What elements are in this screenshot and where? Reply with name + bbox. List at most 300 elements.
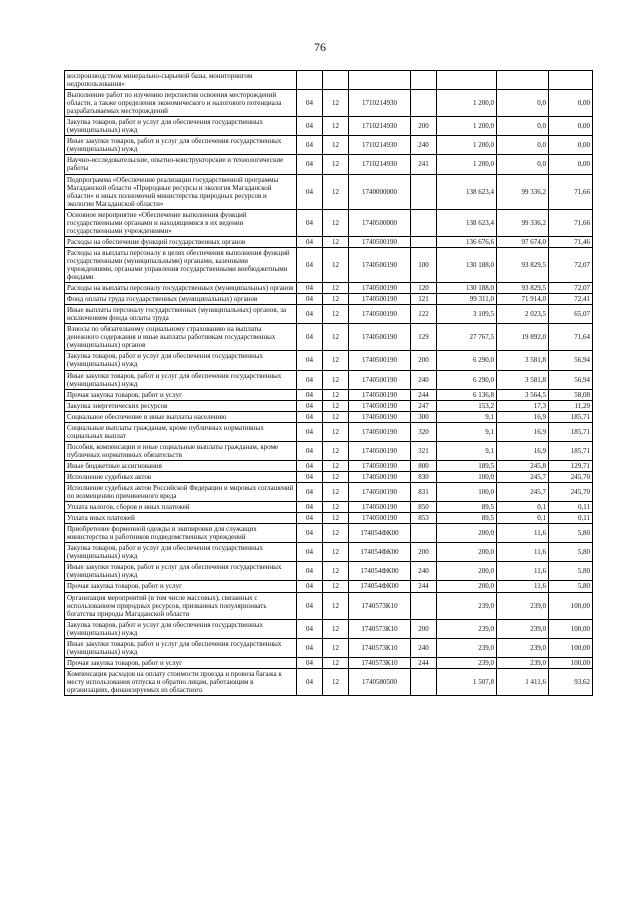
target-article-cell: 1740500190 [349, 324, 411, 351]
section-code-cell: 04 [297, 236, 323, 247]
table-row [65, 524, 593, 543]
target-article-cell: 1740500190 [349, 471, 411, 482]
plan-amount-cell: 189,5 [437, 460, 497, 471]
target-article-cell: 174054ФК00 [349, 543, 411, 562]
section-code-cell: 04 [297, 400, 323, 411]
expense-type-cell [411, 209, 437, 236]
table-row [65, 668, 593, 695]
table-row [65, 389, 593, 400]
executed-amount-cell: 11,6 [497, 562, 549, 581]
plan-amount-cell: 3 109,5 [437, 305, 497, 324]
target-article-cell: 1740500190 [349, 400, 411, 411]
expense-type-cell: 129 [411, 324, 437, 351]
target-article-cell: 1740500190 [349, 513, 411, 524]
executed-amount-cell: 71 914,0 [497, 294, 549, 305]
plan-amount-cell: 153,2 [437, 400, 497, 411]
subsection-code-cell: 12 [323, 657, 349, 668]
subsection-code-cell: 12 [323, 471, 349, 482]
target-article-cell: 1740580500 [349, 668, 411, 695]
row-name-cell: Иные закупки товаров, работ и услуг для обеспечения государственных (муниципальных) нужд [65, 370, 297, 389]
target-article-cell: 174054ФК00 [349, 524, 411, 543]
target-article-cell: 1710214930 [349, 155, 411, 174]
row-name-cell: Иные бюджетные ассигнования [65, 460, 297, 471]
plan-amount-cell: 239,0 [437, 638, 497, 657]
executed-amount-cell: 17,3 [497, 400, 549, 411]
table-row [65, 370, 593, 389]
table-row [65, 283, 593, 294]
execution-percent-cell: 72,41 [549, 294, 593, 305]
subsection-code-cell: 12 [323, 502, 349, 513]
expense-type-cell: 240 [411, 638, 437, 657]
section-code-cell: 04 [297, 174, 323, 209]
plan-amount-cell: 99 311,0 [437, 294, 497, 305]
section-code-cell: 04 [297, 581, 323, 592]
section-code-cell: 04 [297, 513, 323, 524]
execution-percent-cell: 0,00 [549, 90, 593, 117]
execution-percent-cell: 56,94 [549, 351, 593, 370]
row-name-cell: Приобретение форменной одежды и экипировки для служащих министерства и работников подведомственных учреждений [65, 524, 297, 543]
expense-type-cell: 121 [411, 294, 437, 305]
row-name-cell: Пособия, компенсации и иные социальные выплаты гражданам, кроме публичных нормативных обязательств [65, 441, 297, 460]
target-article-cell: 174054ФК00 [349, 562, 411, 581]
section-code-cell: 04 [297, 117, 323, 136]
section-code-cell: 04 [297, 592, 323, 619]
expense-type-cell: 122 [411, 305, 437, 324]
plan-amount-cell: 1 200,0 [437, 136, 497, 155]
execution-percent-cell: 71,66 [549, 174, 593, 209]
table-row [65, 90, 593, 117]
subsection-code-cell: 12 [323, 351, 349, 370]
executed-amount-cell: 0,1 [497, 502, 549, 513]
execution-percent-cell: 185,71 [549, 441, 593, 460]
section-code-cell: 04 [297, 524, 323, 543]
subsection-code-cell: 12 [323, 136, 349, 155]
expense-type-cell: 320 [411, 422, 437, 441]
row-name-cell: Организация мероприятий (в том числе массовых), связанных с использованием природных ресурсов, призванных популяризовать богатства природы Магаданской области [65, 592, 297, 619]
execution-percent-cell: 245,70 [549, 483, 593, 502]
expense-type-cell: 120 [411, 283, 437, 294]
executed-amount-cell: 0,0 [497, 117, 549, 136]
plan-amount-cell: 1 200,0 [437, 117, 497, 136]
section-code-cell: 04 [297, 619, 323, 638]
table-row [65, 422, 593, 441]
row-name-cell: Прочая закупка товаров, работ и услуг [65, 581, 297, 592]
target-article-cell: 1740500190 [349, 389, 411, 400]
table-row [65, 236, 593, 247]
plan-amount-cell: 239,0 [437, 657, 497, 668]
target-article-cell: 1740573К10 [349, 638, 411, 657]
target-article-cell: 1740500190 [349, 236, 411, 247]
row-name-cell: Иные выплаты персоналу государственных (муниципальных) органов, за исключением фонда оплаты труда [65, 305, 297, 324]
executed-amount-cell: 239,0 [497, 657, 549, 668]
plan-amount-cell: 136 676,6 [437, 236, 497, 247]
plan-amount-cell: 9,1 [437, 422, 497, 441]
section-code-cell: 04 [297, 389, 323, 400]
row-name-cell: Социальное обеспечение и иные выплаты населению [65, 411, 297, 422]
execution-percent-cell: 71,46 [549, 236, 593, 247]
row-name-cell: Исполнение судебных актов [65, 471, 297, 482]
table-row [65, 209, 593, 236]
executed-amount-cell: 93 829,5 [497, 283, 549, 294]
section-code-cell: 04 [297, 657, 323, 668]
executed-amount-cell: 239,0 [497, 619, 549, 638]
table-row [65, 513, 593, 524]
target-article-cell: 1740500190 [349, 441, 411, 460]
row-name-cell: Иные закупки товаров, работ и услуг для обеспечения государственных (муниципальных) нужд [65, 136, 297, 155]
subsection-code-cell: 12 [323, 562, 349, 581]
executed-amount-cell [497, 71, 549, 90]
execution-percent-cell: 71,64 [549, 324, 593, 351]
section-code-cell: 04 [297, 305, 323, 324]
row-name-cell: Выполнение работ по изучению перспектив освоения месторождений области, а также определения экономического и налогового потенциала разрабатываемых месторождений [65, 90, 297, 117]
subsection-code-cell: 12 [323, 592, 349, 619]
target-article-cell: 1710214930 [349, 136, 411, 155]
plan-amount-cell: 100,0 [437, 483, 497, 502]
expense-type-cell: 321 [411, 441, 437, 460]
plan-amount-cell: 6 290,0 [437, 370, 497, 389]
subsection-code-cell: 12 [323, 370, 349, 389]
plan-amount-cell: 200,0 [437, 562, 497, 581]
expense-type-cell: 240 [411, 370, 437, 389]
target-article-cell: 1740500190 [349, 422, 411, 441]
table-row [65, 247, 593, 282]
executed-amount-cell: 3 581,8 [497, 370, 549, 389]
section-code-cell: 04 [297, 422, 323, 441]
section-code-cell: 04 [297, 136, 323, 155]
plan-amount-cell: 6 136,8 [437, 389, 497, 400]
subsection-code-cell: 12 [323, 90, 349, 117]
executed-amount-cell: 16,9 [497, 411, 549, 422]
plan-amount-cell: 6 290,0 [437, 351, 497, 370]
subsection-code-cell: 12 [323, 389, 349, 400]
executed-amount-cell: 3 564,5 [497, 389, 549, 400]
target-article-cell: 1740500000 [349, 209, 411, 236]
table-row [65, 460, 593, 471]
expense-type-cell: 300 [411, 411, 437, 422]
section-code-cell: 04 [297, 324, 323, 351]
section-code-cell: 04 [297, 471, 323, 482]
plan-amount-cell: 200,0 [437, 524, 497, 543]
table-row [65, 592, 593, 619]
subsection-code-cell: 12 [323, 117, 349, 136]
expense-type-cell: 200 [411, 351, 437, 370]
row-name-cell: Закупка товаров, работ и услуг для обеспечения государственных (муниципальных) нужд [65, 619, 297, 638]
subsection-code-cell: 12 [323, 209, 349, 236]
section-code-cell: 04 [297, 483, 323, 502]
expense-type-cell: 853 [411, 513, 437, 524]
page-number: 76 [314, 40, 326, 54]
target-article-cell [349, 71, 411, 90]
plan-amount-cell: 138 623,4 [437, 209, 497, 236]
subsection-code-cell: 12 [323, 668, 349, 695]
expense-type-cell: 244 [411, 581, 437, 592]
row-name-cell: Научно-исследовательские, опытно-конструкторские и технологические работы [65, 155, 297, 174]
section-code-cell: 04 [297, 155, 323, 174]
executed-amount-cell: 2 023,5 [497, 305, 549, 324]
table-row [65, 400, 593, 411]
section-code-cell [297, 71, 323, 90]
expense-type-cell [411, 71, 437, 90]
execution-percent-cell: 100,00 [549, 619, 593, 638]
execution-percent-cell: 245,70 [549, 471, 593, 482]
target-article-cell: 1740573К10 [349, 657, 411, 668]
expense-type-cell: 830 [411, 471, 437, 482]
execution-percent-cell: 0,00 [549, 155, 593, 174]
executed-amount-cell: 97 674,0 [497, 236, 549, 247]
expense-type-cell [411, 236, 437, 247]
execution-percent-cell: 0,11 [549, 502, 593, 513]
expense-type-cell: 241 [411, 155, 437, 174]
section-code-cell: 04 [297, 294, 323, 305]
execution-percent-cell: 185,71 [549, 422, 593, 441]
executed-amount-cell: 0,0 [497, 136, 549, 155]
executed-amount-cell: 0,1 [497, 513, 549, 524]
table-row [65, 155, 593, 174]
subsection-code-cell: 12 [323, 400, 349, 411]
section-code-cell: 04 [297, 283, 323, 294]
subsection-code-cell: 12 [323, 513, 349, 524]
row-name-cell: Уплата налогов, сборов и иных платежей [65, 502, 297, 513]
expense-type-cell: 247 [411, 400, 437, 411]
target-article-cell: 1740500190 [349, 370, 411, 389]
table-row [65, 502, 593, 513]
table-row [65, 411, 593, 422]
table-row [65, 619, 593, 638]
executed-amount-cell: 93 829,5 [497, 247, 549, 282]
target-article-cell: 1740500190 [349, 283, 411, 294]
section-code-cell: 04 [297, 543, 323, 562]
subsection-code-cell: 12 [323, 543, 349, 562]
section-code-cell: 04 [297, 351, 323, 370]
row-name-cell: Взносы по обязательному социальному страхованию на выплаты денежного содержания и иные выплаты работникам государственных (муниципальных) органов [65, 324, 297, 351]
row-name-cell: Фонд оплаты труда государственных (муниципальных) органов [65, 294, 297, 305]
section-code-cell: 04 [297, 209, 323, 236]
target-article-cell: 1740573К10 [349, 592, 411, 619]
table-row [65, 174, 593, 209]
target-article-cell: 1740500190 [349, 460, 411, 471]
plan-amount-cell: 130 188,0 [437, 247, 497, 282]
subsection-code-cell: 12 [323, 236, 349, 247]
table-row [65, 305, 593, 324]
executed-amount-cell: 239,0 [497, 592, 549, 619]
row-name-cell: Компенсация расходов на оплату стоимости проезда и провоза багажа к месту использования отпуска и обратно лицам, работающим в организациях, финансируемых из областного [65, 668, 297, 695]
target-article-cell: 1710214930 [349, 117, 411, 136]
executed-amount-cell: 245,8 [497, 460, 549, 471]
table-row [65, 71, 593, 90]
subsection-code-cell: 12 [323, 283, 349, 294]
budget-table-body [65, 71, 593, 696]
expense-type-cell [411, 90, 437, 117]
target-article-cell: 174054ФК00 [349, 581, 411, 592]
row-name-cell: Закупка товаров, работ и услуг для обеспечения государственных (муниципальных) нужд [65, 117, 297, 136]
executed-amount-cell: 0,0 [497, 155, 549, 174]
execution-percent-cell: 100,00 [549, 638, 593, 657]
execution-percent-cell: 129,71 [549, 460, 593, 471]
table-row [65, 117, 593, 136]
execution-percent-cell: 58,08 [549, 389, 593, 400]
execution-percent-cell: 72,07 [549, 283, 593, 294]
row-name-cell: Подпрограмма «Обеспечение реализации государственной программы Магаданской области «Природные ресурсы и экология Магаданской области» и иных полномочий министерства природных ресурсов и экологии Магаданской области» [65, 174, 297, 209]
executed-amount-cell: 0,0 [497, 90, 549, 117]
plan-amount-cell: 1 507,8 [437, 668, 497, 695]
target-article-cell: 1740500190 [349, 305, 411, 324]
executed-amount-cell: 11,6 [497, 524, 549, 543]
executed-amount-cell: 1 411,6 [497, 668, 549, 695]
expense-type-cell: 831 [411, 483, 437, 502]
plan-amount-cell: 9,1 [437, 411, 497, 422]
executed-amount-cell: 11,6 [497, 543, 549, 562]
table-row [65, 294, 593, 305]
execution-percent-cell: 185,71 [549, 411, 593, 422]
subsection-code-cell: 12 [323, 411, 349, 422]
subsection-code-cell: 12 [323, 422, 349, 441]
subsection-code-cell: 12 [323, 324, 349, 351]
plan-amount-cell: 100,0 [437, 471, 497, 482]
section-code-cell: 04 [297, 638, 323, 657]
plan-amount-cell: 1 200,0 [437, 90, 497, 117]
execution-percent-cell [549, 71, 593, 90]
section-code-cell: 04 [297, 460, 323, 471]
row-name-cell: Закупка товаров, работ и услуг для обеспечения государственных (муниципальных) нужд [65, 351, 297, 370]
subsection-code-cell: 12 [323, 638, 349, 657]
target-article-cell: 1740500190 [349, 351, 411, 370]
row-name-cell: Социальные выплаты гражданам, кроме публичных нормативных социальных выплат [65, 422, 297, 441]
subsection-code-cell [323, 71, 349, 90]
table-row [65, 471, 593, 482]
plan-amount-cell: 138 623,4 [437, 174, 497, 209]
plan-amount-cell: 200,0 [437, 543, 497, 562]
expense-type-cell [411, 592, 437, 619]
row-name-cell: Расходы на обеспечение функций государственных органов [65, 236, 297, 247]
row-name-cell: Прочая закупка товаров, работ и услуг [65, 657, 297, 668]
executed-amount-cell: 11,6 [497, 581, 549, 592]
subsection-code-cell: 12 [323, 441, 349, 460]
target-article-cell: 1710214930 [349, 90, 411, 117]
table-row [65, 483, 593, 502]
table-row [65, 657, 593, 668]
row-name-cell: Исполнение судебных актов Российской Федерации и мировых соглашений по возмещению причиненного вреда [65, 483, 297, 502]
plan-amount-cell: 89,5 [437, 513, 497, 524]
execution-percent-cell: 5,80 [549, 524, 593, 543]
budget-table [64, 70, 593, 696]
table-row [65, 543, 593, 562]
expense-type-cell [411, 524, 437, 543]
plan-amount-cell: 9,1 [437, 441, 497, 460]
subsection-code-cell: 12 [323, 294, 349, 305]
executed-amount-cell: 99 336,2 [497, 174, 549, 209]
table-row [65, 581, 593, 592]
expense-type-cell: 200 [411, 117, 437, 136]
execution-percent-cell: 0,00 [549, 136, 593, 155]
target-article-cell: 1740000000 [349, 174, 411, 209]
section-code-cell: 04 [297, 247, 323, 282]
plan-amount-cell: 89,5 [437, 502, 497, 513]
target-article-cell: 1740500190 [349, 294, 411, 305]
expense-type-cell [411, 668, 437, 695]
executed-amount-cell: 3 581,8 [497, 351, 549, 370]
expense-type-cell [411, 174, 437, 209]
row-name-cell: Иные закупки товаров, работ и услуг для обеспечения государственных (муниципальных) нужд [65, 562, 297, 581]
target-article-cell: 1740500190 [349, 502, 411, 513]
execution-percent-cell: 93,62 [549, 668, 593, 695]
executed-amount-cell: 239,0 [497, 638, 549, 657]
expense-type-cell: 244 [411, 657, 437, 668]
execution-percent-cell: 5,80 [549, 562, 593, 581]
table-row [65, 441, 593, 460]
execution-percent-cell: 0,11 [549, 513, 593, 524]
row-name-cell: Закупка энергетических ресурсов [65, 400, 297, 411]
execution-percent-cell: 56,94 [549, 370, 593, 389]
section-code-cell: 04 [297, 502, 323, 513]
executed-amount-cell: 19 892,0 [497, 324, 549, 351]
section-code-cell: 04 [297, 90, 323, 117]
executed-amount-cell: 99 336,2 [497, 209, 549, 236]
plan-amount-cell: 239,0 [437, 619, 497, 638]
section-code-cell: 04 [297, 441, 323, 460]
execution-percent-cell: 100,00 [549, 592, 593, 619]
section-code-cell: 04 [297, 411, 323, 422]
expense-type-cell: 200 [411, 619, 437, 638]
row-name-cell: Расходы на выплаты персоналу государственных (муниципальных) органов [65, 283, 297, 294]
table-row [65, 638, 593, 657]
execution-percent-cell: 5,80 [549, 543, 593, 562]
plan-amount-cell: 239,0 [437, 592, 497, 619]
table-row [65, 136, 593, 155]
expense-type-cell: 240 [411, 136, 437, 155]
row-name-cell: Иные закупки товаров, работ и услуг для обеспечения государственных (муниципальных) нужд [65, 638, 297, 657]
row-name-cell: Прочая закупка товаров, работ и услуг [65, 389, 297, 400]
subsection-code-cell: 12 [323, 581, 349, 592]
target-article-cell: 1740500190 [349, 411, 411, 422]
execution-percent-cell: 0,00 [549, 117, 593, 136]
row-name-cell: воспроизводством минерально-сырьевой базы, мониторингом недропользования» [65, 71, 297, 90]
subsection-code-cell: 12 [323, 155, 349, 174]
expense-type-cell: 200 [411, 543, 437, 562]
expense-type-cell: 240 [411, 562, 437, 581]
execution-percent-cell: 71,66 [549, 209, 593, 236]
table-row [65, 562, 593, 581]
section-code-cell: 04 [297, 562, 323, 581]
execution-percent-cell: 72,07 [549, 247, 593, 282]
target-article-cell: 1740573К10 [349, 619, 411, 638]
table-row [65, 351, 593, 370]
plan-amount-cell: 27 767,5 [437, 324, 497, 351]
subsection-code-cell: 12 [323, 460, 349, 471]
expense-type-cell: 800 [411, 460, 437, 471]
plan-amount-cell [437, 71, 497, 90]
row-name-cell: Основное мероприятие «Обеспечение выполнения функций государственными органами и находящимися в их ведении государственными учреждениями» [65, 209, 297, 236]
execution-percent-cell: 100,00 [549, 657, 593, 668]
subsection-code-cell: 12 [323, 174, 349, 209]
plan-amount-cell: 1 200,0 [437, 155, 497, 174]
executed-amount-cell: 245,7 [497, 483, 549, 502]
target-article-cell: 1740500190 [349, 483, 411, 502]
execution-percent-cell: 11,29 [549, 400, 593, 411]
row-name-cell: Уплата иных платежей [65, 513, 297, 524]
subsection-code-cell: 12 [323, 483, 349, 502]
execution-percent-cell: 5,80 [549, 581, 593, 592]
subsection-code-cell: 12 [323, 619, 349, 638]
subsection-code-cell: 12 [323, 247, 349, 282]
subsection-code-cell: 12 [323, 524, 349, 543]
row-name-cell: Расходы на выплаты персоналу в целях обеспечения выполнения функций государственными (муниципальными) органами, казенными учреждениями, органами управления государственными внебюджетными фондами [65, 247, 297, 282]
plan-amount-cell: 130 188,0 [437, 283, 497, 294]
execution-percent-cell: 65,07 [549, 305, 593, 324]
executed-amount-cell: 16,9 [497, 441, 549, 460]
executed-amount-cell: 16,9 [497, 422, 549, 441]
subsection-code-cell: 12 [323, 305, 349, 324]
expense-type-cell: 850 [411, 502, 437, 513]
